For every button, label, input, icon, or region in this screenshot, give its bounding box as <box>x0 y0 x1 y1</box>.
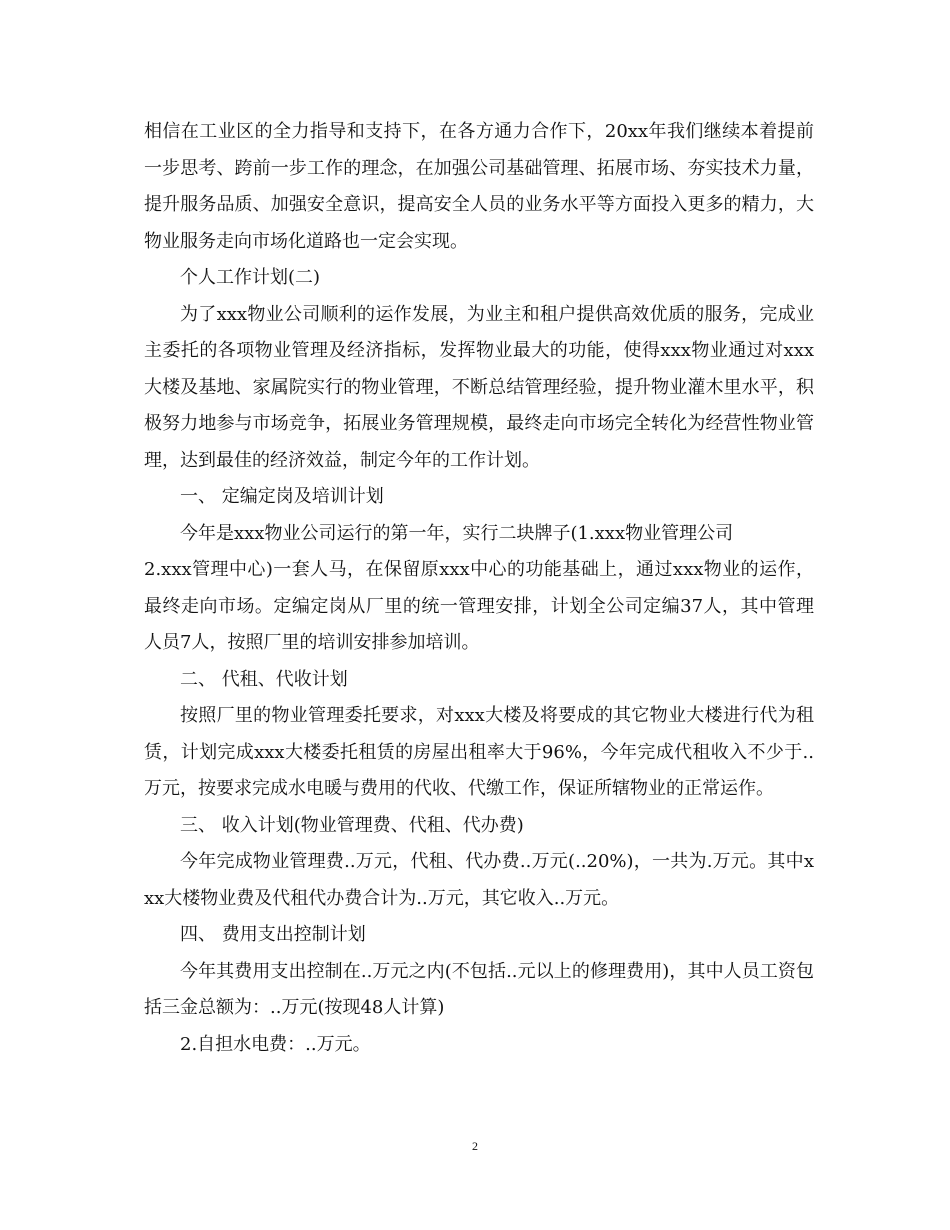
page-number: 2 <box>472 1139 478 1153</box>
heading-expense-control: 四、 费用支出控制计划 <box>180 924 366 945</box>
document-body <box>144 114 814 1063</box>
paragraph-staffing-continued: 2.xxx管理中心)一套人马，在保留原xxx中心的功能基础上，通过xxx物业的运作，最终走向市场。定编定岗从厂里的统一管理安排，计划全公司定编37人，其中管理人员7人，按照厂里的培训安排参加培训。 <box>144 559 814 653</box>
paragraph-staffing-line1: 今年是xxx物业公司运行的第一年，实行二块牌子(1.xxx物业管理公司 <box>180 522 734 544</box>
section-heading-plan-two: 个人工作计划(二) <box>180 267 321 288</box>
paragraph-plan-intro: 为了xxx物业公司顺利的运作发展，为业主和租户提供高效优质的服务，完成业主委托的各项物业管理及经济指标，发挥物业最大的功能，使得xxx物业通过对xxx大楼及基地、家属院实行的物业管理，不断总结管理经验，提升物业灌木里水平，积极努力地参与市场竞争，拓展业务管理规模，最终走向市场完全转化为经营性物业管理，达到最佳的经济效益，制定今年的工作计划。 <box>144 303 814 471</box>
paragraph-expense-control: 今年其费用支出控制在..万元之内(不包括..元以上的修理费用)，其中人员工资包括三金总额为：..万元(按现48人计算) <box>144 960 814 1018</box>
paragraph-income-plan: 今年完成物业管理费..万元，代租、代办费..万元(..20%)，一共为.万元。其中xxx大楼物业费及代租代办费合计为..万元，其它收入..万元。 <box>144 851 814 909</box>
heading-income-plan: 三、 收入计划(物业管理费、代租、代办费) <box>180 814 524 836</box>
heading-rental-collection: 二、 代租、代收计划 <box>180 668 348 690</box>
heading-staffing-training: 一、 定编定岗及培训计划 <box>180 486 384 507</box>
paragraph-closing-statement: 相信在工业区的全力指导和支持下，在各方通力合作下，20xx年我们继续本着提前一步思考、跨前一步工作的理念，在加强公司基础管理、拓展市场、夯实技术力量，提升服务品质、加强安全意识，提高安全人员的业务水平等方面投入更多的精力，大物业服务走向市场化道路也一定会实现。 <box>144 121 814 252</box>
paragraph-rental-collection: 按照厂里的物业管理委托要求，对xxx大楼及将要成的其它物业大楼进行代为租赁，计划完成xxx大楼委托租赁的房屋出租率大于96%，今年完成代租收入不少于..万元，按要求完成水电暖与费用的代收、代缴工作，保证所辖物业的正常运作。 <box>144 705 814 799</box>
paragraph-utility-costs: 2.自担水电费：..万元。 <box>180 1033 371 1055</box>
